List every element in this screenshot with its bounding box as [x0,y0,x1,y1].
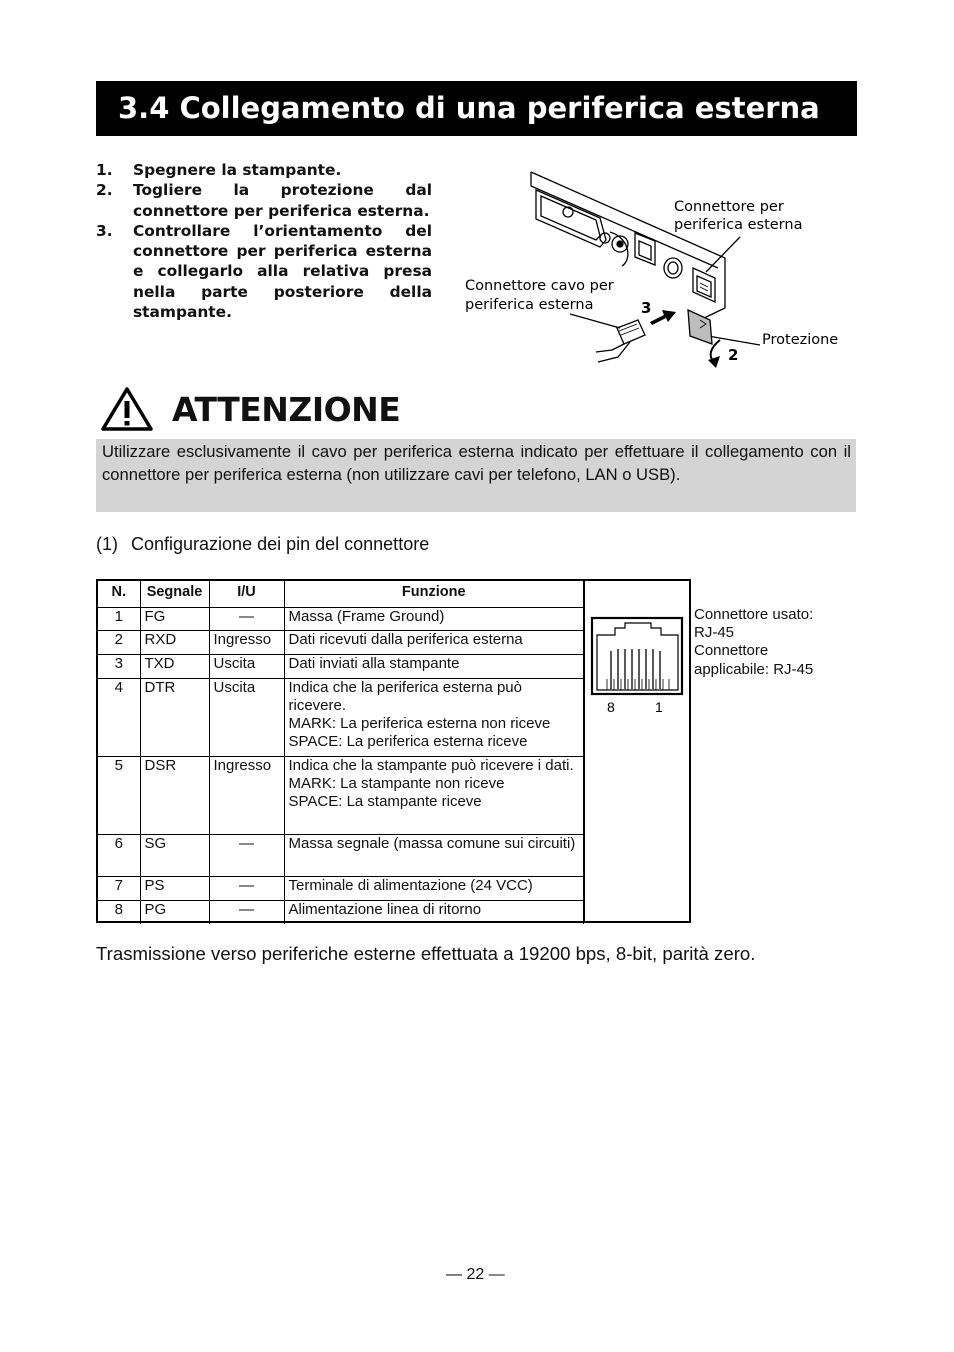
pin-number: 8 [98,901,140,924]
header-signal: Segnale [140,581,209,608]
table-row [98,608,584,631]
pin-function: Dati ricevuti dalla periferica esterna [284,631,584,655]
step-item [96,160,432,180]
pin-io: — [209,901,284,924]
rj45-jack-icon [585,581,690,731]
pin-function [284,757,584,835]
rj45-pin-1-label: 1 [655,699,663,715]
pin-signal: RXD [140,631,209,655]
subsection-title: Configurazione dei pin del connettore [131,534,430,554]
instruction-steps [96,160,432,322]
pin-signal: TXD [140,655,209,679]
function-line: SPACE: La stampante riceve [288,793,482,810]
step-item [96,221,432,322]
label-protection: Protezione [762,332,839,348]
function-line: MARK: La stampante non riceve [288,775,505,792]
connector-notes [694,606,813,679]
note-line: Connettore [694,642,769,660]
pin-signal: PS [140,877,209,901]
pin-io: Uscita [209,679,284,757]
header-function: Funzione [284,581,584,608]
pin-io: Ingresso [209,757,284,835]
pin-number: 4 [98,679,140,757]
note-line: applicabile: RJ-45 [694,660,814,678]
pin-function: Terminale di alimentazione (24 VCC) [284,877,584,901]
step3-marker: 3 [641,299,652,317]
pin-io: — [209,877,284,901]
step-number: 1. [96,161,113,179]
pin-function: Massa segnale (massa comune sui circuiti) [284,835,584,877]
pin-config-table [96,579,691,923]
table-row [98,877,584,901]
table-row [98,835,584,877]
step-text: Togliere la protezione dal connettore per periferica esterna. [133,181,432,220]
pin-signal: DSR [140,757,209,835]
pin-signal: FG [140,608,209,631]
rj45-pin-8-label: 8 [607,699,615,715]
pin-number: 5 [98,757,140,835]
warning-text: Utilizzare esclusivamente il cavo per periferica esterna indicato per effettuare il collegamento con il connettore per periferica esterna (non utilizzare cavi per telefono, LAN o USB). [96,439,856,512]
section-title: 3.4 Collegamento di una periferica esterna [96,81,857,136]
table-row [98,679,584,757]
function-line: MARK: La periferica esterna non riceve [288,715,551,732]
step-number: 2. [96,181,113,200]
attention-heading [100,385,400,433]
pin-signal: PG [140,901,209,924]
pin-signal: SG [140,835,209,877]
rj45-diagram [584,581,690,921]
pin-function: Alimentazione linea di ritorno [284,901,584,924]
step-number: 3. [96,221,113,240]
pin-io: Ingresso [209,631,284,655]
warning-icon [100,386,154,432]
label-cable-line1: Connettore cavo per [465,278,614,294]
table-row [98,655,584,679]
table-row [98,757,584,835]
pin-function: Massa (Frame Ground) [284,608,584,631]
subsection-heading [96,534,429,555]
pin-number: 7 [98,877,140,901]
label-connector-line1: Connettore per [674,199,784,215]
attention-title: ATTENZIONE [172,389,401,429]
pin-function [284,679,584,757]
step-item [96,180,432,221]
table-row [98,631,584,655]
table-header-row [98,581,584,608]
pin-number: 6 [98,835,140,877]
table-row [98,901,584,924]
pin-signal: DTR [140,679,209,757]
transmission-note: Trasmissione verso periferiche esterne effettuata a 19200 bps, 8-bit, parità zero. [96,943,756,964]
pin-number: 3 [98,655,140,679]
step2-marker: 2 [728,346,739,364]
note-line: Connettore usato: [694,606,814,623]
page-number: — 22 — [446,1266,505,1283]
pin-number: 2 [98,631,140,655]
pin-table [98,581,584,924]
subsection-number: (1) [96,534,118,554]
function-line: Indica che la periferica esterna può ricevere. [288,679,522,714]
pin-io: Uscita [209,655,284,679]
step-text: Controllare l’orientamento del connettore per periferica esterna e collegarlo alla relativa presa nella parte posteriore della stampante. [133,221,432,322]
header-n: N. [98,581,140,608]
label-connector-line2: periferica esterna [674,217,803,233]
note-line: RJ-45 [694,624,735,642]
pin-number: 1 [98,608,140,631]
pin-function: Dati inviati alla stampante [284,655,584,679]
function-line: Indica che la stampante può ricevere i dati. [288,757,574,774]
label-cable-line2: periferica esterna [465,297,594,313]
pin-io: — [209,835,284,877]
header-io: I/U [209,581,284,608]
pin-io: — [209,608,284,631]
connector-illustration [455,165,855,375]
function-line: SPACE: La periferica esterna riceve [288,733,528,750]
printer-rear-drawing [455,165,855,375]
step-text: Spegnere la stampante. [133,161,342,179]
